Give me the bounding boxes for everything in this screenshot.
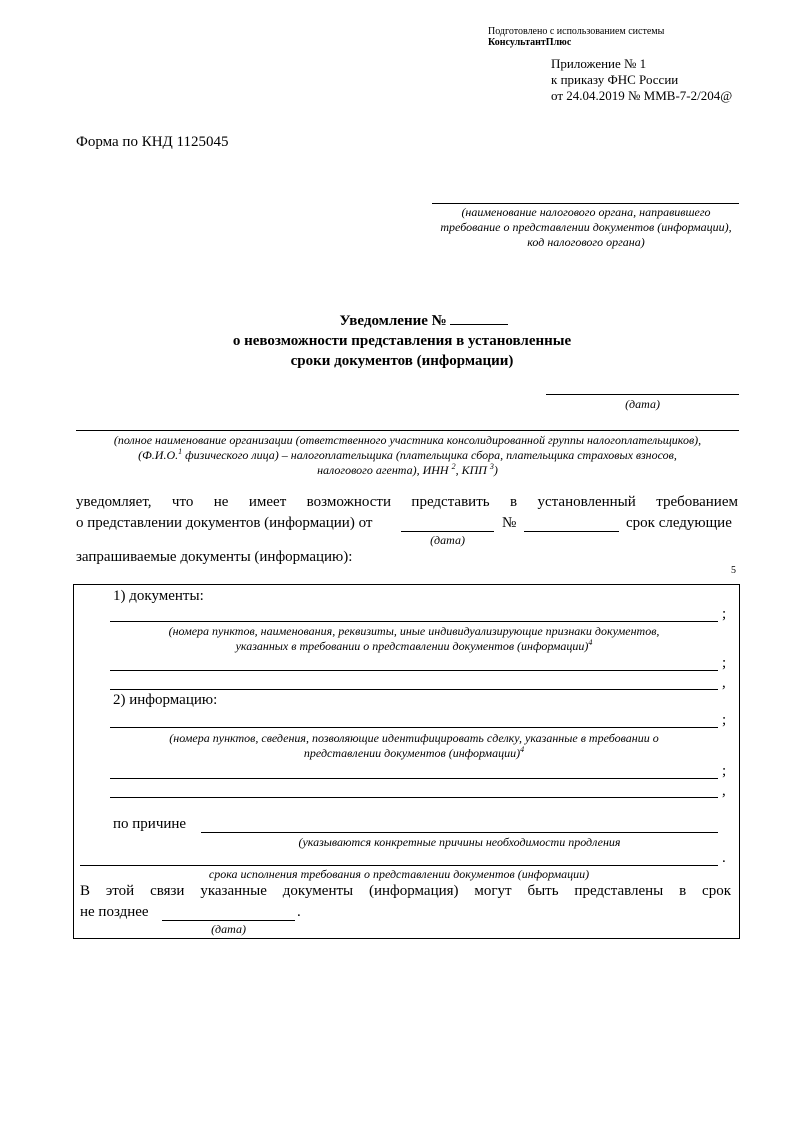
- footnote-mark: 5: [731, 565, 736, 576]
- body-line-3: запрашиваемые документы (информацию):: [76, 549, 353, 565]
- title-line-3: сроки документов (информации): [290, 353, 514, 369]
- appendix-line-2: к приказу ФНС России: [551, 72, 679, 87]
- reason-caption-1: (указываются конкретные причины необходимости продления: [298, 835, 621, 849]
- information-field-2[interactable]: [110, 778, 718, 779]
- final-line-2: не позднее: [80, 904, 149, 920]
- reason-field-1[interactable]: [201, 832, 718, 833]
- final-line-1: В этой связи указанные документы (информация) могут быть представлены в срок: [80, 883, 731, 899]
- information-field-3[interactable]: [110, 797, 718, 798]
- documents-field-1[interactable]: [110, 621, 718, 622]
- appendix-line-3: от 24.04.2019 № ММВ-7-2/204@: [551, 88, 733, 103]
- title-line-1: Уведомление №: [0, 310, 794, 331]
- semicolon-1: ;: [722, 606, 727, 622]
- semicolon-3: ;: [722, 712, 727, 728]
- notice-date-caption: (дата): [625, 397, 660, 411]
- notice-date-field[interactable]: [546, 394, 739, 395]
- reason-field-2[interactable]: [80, 865, 718, 866]
- documents-label: 1) документы:: [113, 588, 204, 604]
- body-line-1: уведомляет, что не имеет возможности представить в установленный требованием: [76, 494, 738, 510]
- information-label: 2) информацию:: [113, 692, 218, 708]
- prepared-with-note: [488, 26, 748, 48]
- reason-label: по причине: [113, 816, 187, 832]
- form-code: Форма по КНД 1125045: [76, 134, 229, 150]
- reason-period: .: [722, 850, 726, 866]
- request-number-sign: №: [502, 515, 517, 531]
- reason-caption-2: срока исполнения требования о представлении документов (информации): [208, 867, 590, 881]
- body-line-2-end: срок следующие: [626, 515, 732, 531]
- appendix-line-1: Приложение № 1: [551, 56, 647, 71]
- consultant-brand: КонсультантПлюс: [488, 37, 572, 48]
- final-date-caption: (дата): [211, 922, 246, 936]
- prepared-prefix: Подготовлено с использованием системы: [488, 26, 665, 37]
- documents-field-3[interactable]: [110, 689, 718, 690]
- organization-caption: (полное наименование организации (ответственного участника консолидированной группы налогоплательщиков), (Ф.И.О.$^1$ физического лица) – налогоплательщика (плательщика сбора, плательщика страховых взносов, налогового агента), ИНН $^2$, КПП $^3$): [113, 433, 702, 477]
- organization-field[interactable]: [76, 430, 739, 431]
- body-line-2: о представлении документов (информации) от: [76, 515, 373, 531]
- semicolon-4: ;: [722, 763, 727, 779]
- documents-caption: (номера пунктов, наименования, реквизиты, иные индивидуализирующие признаки документов, указанных в требовании о представлении документов (информации)$^4$: [168, 624, 660, 653]
- request-date-field[interactable]: [401, 531, 494, 532]
- semicolon-2: ;: [722, 655, 727, 671]
- information-field-1[interactable]: [110, 727, 718, 728]
- comma-1: ,: [722, 675, 726, 691]
- comma-2: ,: [722, 783, 726, 799]
- information-caption: (номера пунктов, сведения, позволяющие идентифицировать сделку, указанные в требовании о представлении документов (информации)$^4$: [169, 731, 659, 760]
- request-number-field[interactable]: [524, 531, 619, 532]
- appendix-block: [551, 56, 732, 104]
- final-date-field[interactable]: [162, 920, 295, 921]
- documents-field-2[interactable]: [110, 670, 718, 671]
- final-period: .: [297, 904, 301, 920]
- title-line-2: о невозможности представления в установленные: [232, 333, 572, 349]
- tax-authority-caption: (наименование налогового органа, направившего требование о представлении документов (информации), код налогового органа): [440, 205, 732, 249]
- page-title: [0, 310, 794, 371]
- notice-number-field[interactable]: [450, 310, 508, 325]
- tax-authority-field[interactable]: [432, 203, 739, 204]
- request-date-caption: (дата): [430, 533, 465, 547]
